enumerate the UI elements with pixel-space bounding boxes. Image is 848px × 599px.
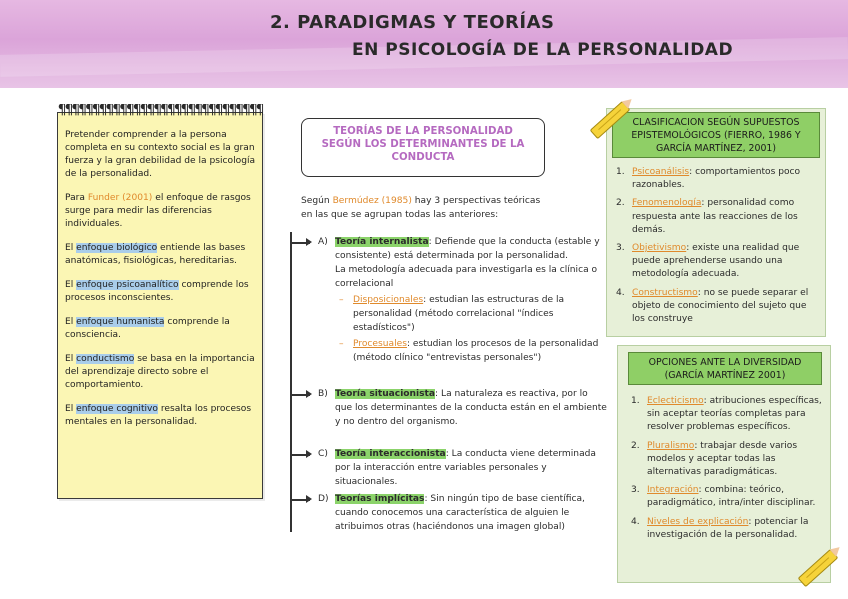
item-d-letter: D)	[318, 494, 329, 504]
funder-reference: Funder (2001)	[87, 193, 153, 203]
sub-procesuales	[335, 337, 607, 365]
theory-interaccionista	[335, 447, 607, 489]
term-fenomenologia: Fenomenología	[632, 198, 702, 209]
dash-marker: –	[339, 339, 344, 349]
list-number: 3.	[616, 243, 625, 254]
list-text: : personalidad como respuesta ante las reacciones de los demás.	[632, 198, 798, 235]
sub-disposicionales	[335, 293, 607, 335]
note-item-pre: El	[65, 243, 77, 253]
term-niveles-explicacion: Niveles de explicación	[647, 516, 749, 527]
theory-situacionista	[335, 387, 607, 429]
epistemological-list	[614, 166, 820, 331]
diversity-list	[629, 395, 825, 547]
epistemological-title: CLASIFICACION SEGÚN SUPUESTOS EPISTEMOLÓGICOS (FIERRO, 1986 Y GARCÍA MARTÍNEZ, 2001)	[612, 112, 820, 158]
page-title-line1: 2. PARADIGMAS Y TEORÍAS	[270, 12, 555, 33]
list-number: 1.	[631, 396, 640, 406]
internalista-def	[335, 235, 607, 263]
highlight-humanista: enfoque humanista	[76, 317, 165, 327]
theories-title-line2: SEGÚN LOS DETERMINANTES DE LA	[321, 139, 525, 150]
list-text: : potenciar la investigación de la personalidad.	[647, 516, 809, 540]
theories-intro	[301, 194, 551, 222]
intro-pre: Según	[301, 196, 333, 206]
highlight-psicoanalitico: enfoque psicoanalítico	[76, 280, 179, 290]
arrow-icon	[290, 394, 310, 396]
note-item-pre: El	[65, 317, 77, 327]
disposicionales-title: Disposicionales	[353, 295, 424, 305]
note-item-post: comprende los procesos inconscientes.	[65, 280, 249, 303]
note-item-post: se basa en la importancia del aprendizaje directo sobre el comportamiento.	[65, 354, 255, 390]
list-text: : no se puede separar el objeto de conocimiento del sujeto que los construye	[632, 287, 809, 325]
interaccionista-title: Teoría interaccionista	[335, 449, 446, 459]
list-item	[614, 166, 820, 192]
note-item-pre: El	[65, 280, 77, 290]
note-funder-post: el enfoque de rasgos surge para medir las diferencias individuales.	[65, 193, 251, 229]
note-item-post: comprende la consciencia.	[65, 317, 230, 340]
list-text: : comportamientos poco razonables.	[632, 167, 801, 191]
list-number: 2.	[631, 440, 640, 451]
procesuales-text: : estudian los procesos de la personalidad (método clínico "entrevistas personales")	[353, 339, 599, 363]
internalista-title: Teoría internalista	[335, 237, 429, 247]
list-item	[614, 287, 820, 327]
list-item	[614, 197, 820, 237]
implicitas-text: : Sin ningún tipo de base científica, cuando conocemos una característica de alguien le atribuimos otras (haciéndonos una imagen global)	[335, 494, 585, 532]
list-text: : trabajar desde varios modelos y aceptar todas las alternativas paradigmáticas.	[647, 440, 798, 478]
theory-implicitas	[335, 492, 607, 534]
item-a-letter: A)	[318, 237, 328, 247]
page-title-line2: EN PSICOLOGÍA DE LA PERSONALIDAD	[352, 40, 734, 60]
term-constructismo: Constructismo	[632, 287, 698, 298]
note-intro: Pretender comprender a la persona completa en su contexto social es la gran fuerza y la gran debilidad de la psicología de la personalidad.	[65, 130, 256, 179]
list-text: : existe una realidad que puede aprehenderse usando una metodología adecuada.	[632, 243, 800, 280]
procesuales-title: Procesuales	[353, 339, 407, 349]
list-text: : atribuciones específicas, sin aceptar teorías completas para resolver problemas específicos.	[647, 396, 822, 433]
highlight-conductismo: conductismo	[76, 354, 135, 364]
situacionista-title: Teoría situacionista	[335, 389, 436, 399]
highlight-cognitivo: enfoque cognitivo	[76, 404, 158, 414]
term-psicoanalisis: Psicoanálisis	[632, 167, 690, 177]
note-item-biologico	[65, 242, 261, 268]
note-item-cognitivo	[65, 403, 261, 429]
implicitas-title: Teorías implícitas	[335, 494, 425, 504]
arrow-icon	[290, 499, 310, 501]
list-item	[629, 516, 825, 542]
disposicionales-text: : estudian las estructuras de la personalidad (método correlacional "índices estadísticos")	[353, 295, 565, 333]
list-number: 4.	[616, 287, 625, 298]
item-b-letter: B)	[318, 389, 328, 399]
theory-internalista	[335, 235, 607, 365]
interaccionista-text: : La conducta viene determinada por la interacción entre variables personales y situacionales.	[335, 449, 596, 487]
theories-title-line3: CONDUCTA	[391, 152, 455, 163]
note-item-pre: El	[65, 404, 77, 414]
term-pluralismo: Pluralismo	[647, 440, 695, 451]
highlight-biologico: enfoque biológico	[76, 243, 158, 253]
note-item-psicoanalitico	[65, 279, 261, 305]
note-item-post: resalta los procesos mentales en la personalidad.	[65, 404, 252, 427]
list-text: : combina: teórico, paradigmático, intra/inter disciplinar.	[647, 485, 816, 509]
list-number: 1.	[616, 167, 625, 177]
note-item-conductismo	[65, 353, 261, 392]
list-item	[629, 440, 825, 480]
term-integracion: Integración	[647, 485, 699, 496]
arrow-icon	[290, 454, 310, 456]
diversity-title: OPCIONES ANTE LA DIVERSIDAD (GARCÍA MARTÍNEZ 2001)	[628, 352, 822, 385]
note-funder	[65, 192, 261, 231]
note-body	[65, 129, 261, 440]
note-item-humanista	[65, 316, 261, 342]
theories-title-box	[301, 118, 545, 177]
list-number: 3.	[631, 485, 640, 496]
list-item	[614, 242, 820, 282]
bermudez-reference: Bermúdez (1985)	[332, 196, 412, 206]
list-item	[629, 484, 825, 510]
term-objetivismo: Objetivismo	[632, 243, 687, 254]
note-funder-pre: Para	[65, 193, 88, 203]
list-number: 2.	[616, 198, 625, 209]
list-number: 4.	[631, 516, 640, 527]
spiral-binding: ¶¶¶¶¶¶¶¶¶¶¶¶¶¶¶¶¶¶¶¶¶¶¶¶¶¶¶¶¶¶	[58, 104, 263, 116]
theories-title-line1: TEORÍAS DE LA PERSONALIDAD	[333, 126, 513, 137]
timeline-line	[290, 232, 292, 532]
arrow-icon	[290, 242, 310, 244]
situacionista-text: : La naturaleza es reactiva, por lo que los determinantes de la conducta están en el ambiente y no dentro del organismo.	[335, 389, 607, 427]
dash-marker: –	[339, 295, 344, 305]
intro-post: hay 3 perspectivas teóricas en las que se agrupan todas las anteriores:	[301, 196, 541, 220]
item-c-letter: C)	[318, 449, 328, 459]
sticky-note	[57, 104, 263, 499]
internalista-method: La metodología adecuada para investigarla es la clínica o correlacional	[335, 265, 598, 289]
list-item	[629, 395, 825, 435]
internalista-text: : Defiende que la conducta (estable y consistente) está determinada por la personalidad.	[335, 237, 600, 261]
note-item-pre: El	[65, 354, 77, 364]
note-item-post: entiende las bases anatómicas, fisiológicas, hereditarias.	[65, 243, 246, 266]
term-eclecticismo: Eclecticismo	[647, 396, 704, 406]
